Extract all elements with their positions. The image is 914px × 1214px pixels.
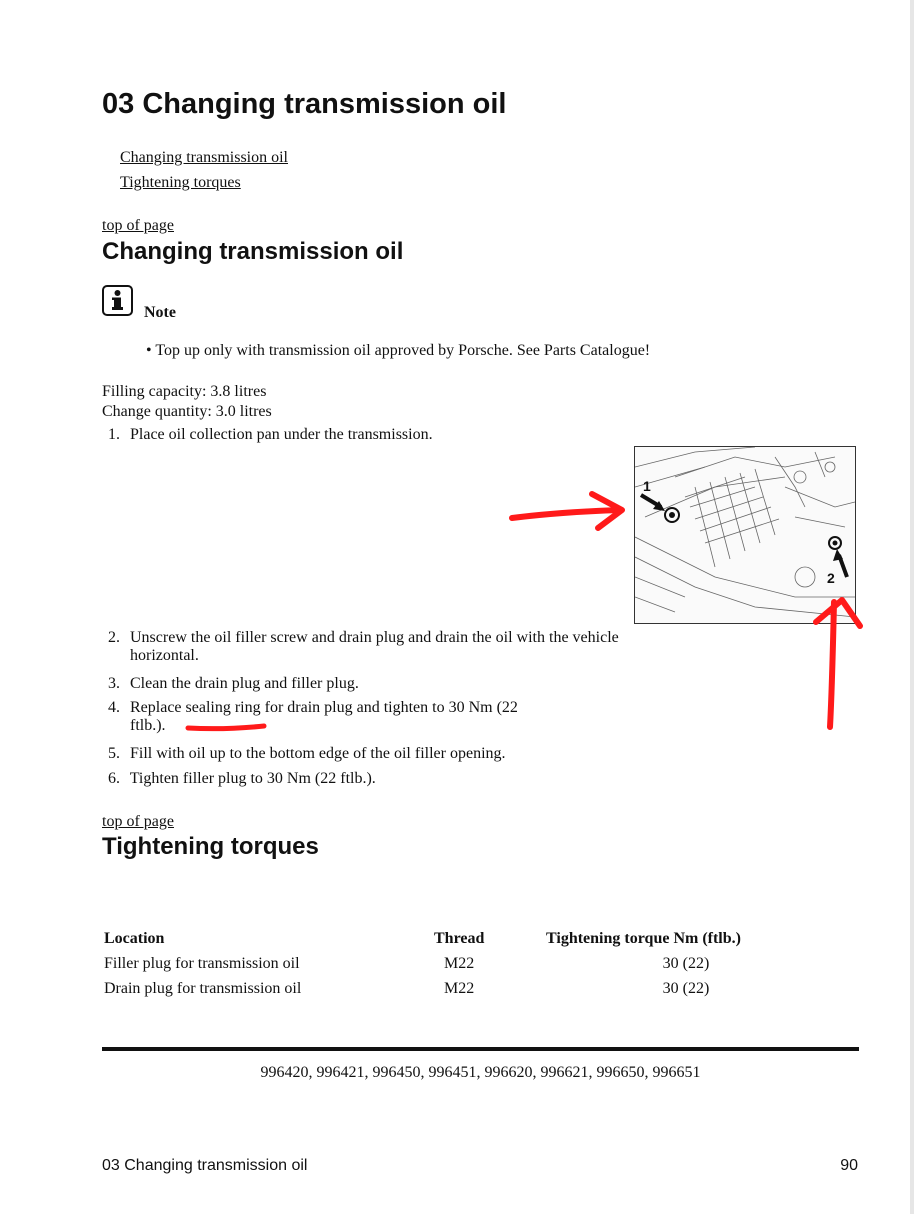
step-3: 3. Clean the drain plug and filler plug. <box>108 675 359 692</box>
page-edge <box>910 0 914 1214</box>
section-heading-tightening-torques: Tightening torques <box>102 833 319 860</box>
top-of-page-link[interactable]: top of page <box>102 217 174 234</box>
footer-divider <box>102 1047 859 1051</box>
cell-torque: 30 (22) <box>662 979 710 997</box>
step-2: 2. Unscrew the oil filler screw and drain plug and drain the oil with the vehicle horizontal. <box>108 629 619 664</box>
info-icon <box>102 285 133 316</box>
transmission-diagram <box>634 446 856 624</box>
section-heading-changing-oil: Changing transmission oil <box>102 238 404 265</box>
cell-thread: M22 <box>444 979 475 997</box>
torque-table <box>102 926 828 1001</box>
table-header-row <box>102 926 828 951</box>
page-title: 03 Changing transmission oil <box>102 88 507 120</box>
table-row <box>102 951 828 976</box>
toc-link-tightening-torques[interactable]: Tightening torques <box>120 174 241 191</box>
header-torque: Tightening torque Nm (ftlb.) <box>546 929 741 947</box>
filling-capacity: Filling capacity: 3.8 litres <box>102 383 267 400</box>
cell-torque: 30 (22) <box>662 954 710 972</box>
model-numbers: 996420, 996421, 996450, 996451, 996620, 996621, 996650, 996651 <box>260 1064 701 1081</box>
callout-1: 1 <box>643 478 651 494</box>
table-row <box>102 976 828 1001</box>
cell-location: Drain plug for transmission oil <box>104 979 302 997</box>
cell-location: Filler plug for transmission oil <box>104 954 300 972</box>
callout-2: 2 <box>827 570 835 586</box>
cell-thread: M22 <box>444 954 475 972</box>
toc-link-changing-oil[interactable]: Changing transmission oil <box>120 149 288 166</box>
header-location: Location <box>104 929 165 947</box>
step-4: 4. Replace sealing ring for drain plug and tighten to 30 Nm (22 ftlb.). <box>108 699 518 734</box>
note-label: Note <box>144 304 176 321</box>
step-1: 1. Place oil collection pan under the transmission. <box>108 426 433 443</box>
change-quantity: Change quantity: 3.0 litres <box>102 403 272 420</box>
footer-title: 03 Changing transmission oil <box>102 1157 308 1174</box>
top-of-page-link-2[interactable]: top of page <box>102 813 174 830</box>
red-arrow-horizontal-head <box>592 494 622 528</box>
page-number: 90 <box>840 1157 858 1174</box>
red-arrow-horizontal <box>512 510 620 518</box>
step-5: 5. Fill with oil up to the bottom edge of the oil filler opening. <box>108 745 506 762</box>
header-thread: Thread <box>434 929 485 947</box>
note-bullet: • Top up only with transmission oil approved by Porsche. See Parts Catalogue! <box>146 342 651 359</box>
step-6: 6. Tighten filler plug to 30 Nm (22 ftlb.). <box>108 770 376 787</box>
